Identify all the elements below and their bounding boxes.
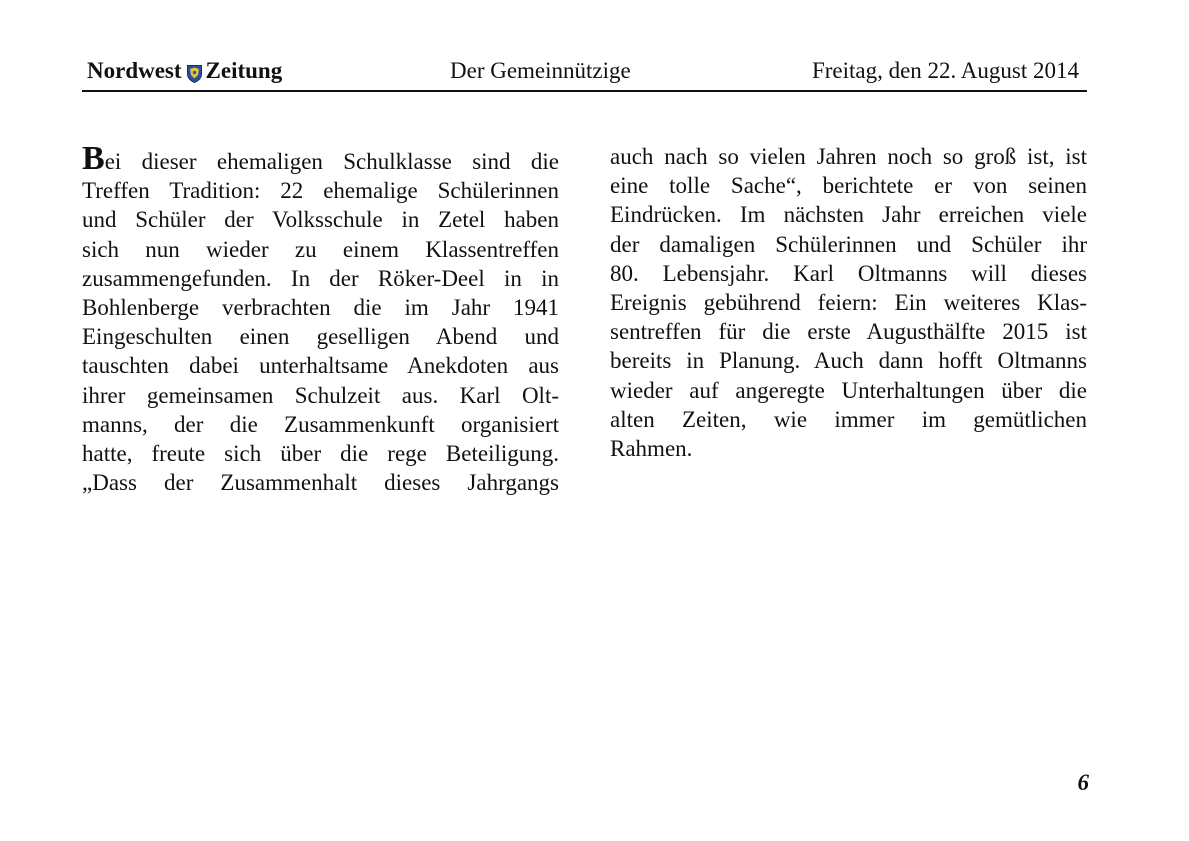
text-line: Bei dieser ehemaligen Schulklasse sind die — [82, 140, 559, 177]
text-line: 80. Lebensjahr. Karl Oltmanns will dieses — [610, 260, 1087, 286]
text-line: Eindrücken. Im nächsten Jahr erreichen viele — [610, 202, 1087, 228]
text-line: „Dass der Zusammenhalt dieses Jahrgangs — [82, 470, 559, 496]
text-line: auch nach so vielen Jahren noch so groß ist, ist — [610, 144, 1087, 169]
text-line: ihrer gemeinsamen Schulzeit aus. Karl Olt- — [82, 382, 559, 408]
article-column-left — [82, 140, 559, 497]
text-line: wieder auf angeregte Unterhaltungen über die — [610, 377, 1087, 403]
text-line: Eingeschulten einen geselligen Abend und — [82, 324, 559, 350]
text-line: zusammengefunden. In der Röker-Deel in in — [82, 265, 559, 291]
text-line: Bohlenberge verbrachten die im Jahr 1941 — [82, 294, 559, 320]
text-line: hatte, freute sich über die rege Beteiligung. — [82, 440, 559, 466]
text-line: alten Zeiten, wie immer im gemütlichen — [610, 406, 1087, 432]
text-line: sich nun wieder zu einem Klassentreffen — [82, 236, 559, 262]
text-line: manns, der die Zusammenkunft organisiert — [82, 411, 559, 437]
brand-name-part1: Nordwest — [87, 58, 182, 83]
crest-icon — [187, 63, 202, 81]
text-line: sentreffen für die erste Augusthälfte 2015 ist — [610, 319, 1087, 345]
brand-name-part2: Zeitung — [205, 58, 283, 83]
text-line: Ereignis gebührend feiern: Ein weiteres Klas- — [610, 289, 1087, 315]
text-line: der damaligen Schülerinnen und Schüler ihr — [610, 231, 1087, 257]
issue-date: Freitag, den 22. August 2014 — [811, 58, 1079, 83]
text-line: bereits in Planung. Auch dann hofft Oltmanns — [610, 348, 1087, 374]
text-line: Rahmen. — [610, 435, 693, 461]
text-line: Treffen Tradition: 22 ehemalige Schülerinnen — [82, 178, 559, 204]
article-column-right — [610, 142, 1087, 463]
text-line: und Schüler der Volksschule in Zetel haben — [82, 207, 559, 233]
newspaper-brand — [87, 58, 282, 84]
drop-cap: B — [82, 140, 105, 177]
page-header — [82, 56, 1087, 92]
text-line: eine tolle Sache“, berichtete er von seinen — [610, 173, 1087, 199]
page-number: 6 — [1077, 770, 1089, 795]
text-line: tauschten dabei unterhaltsame Anekdoten aus — [82, 353, 559, 379]
section-title: Der Gemeinnützige — [450, 58, 631, 83]
